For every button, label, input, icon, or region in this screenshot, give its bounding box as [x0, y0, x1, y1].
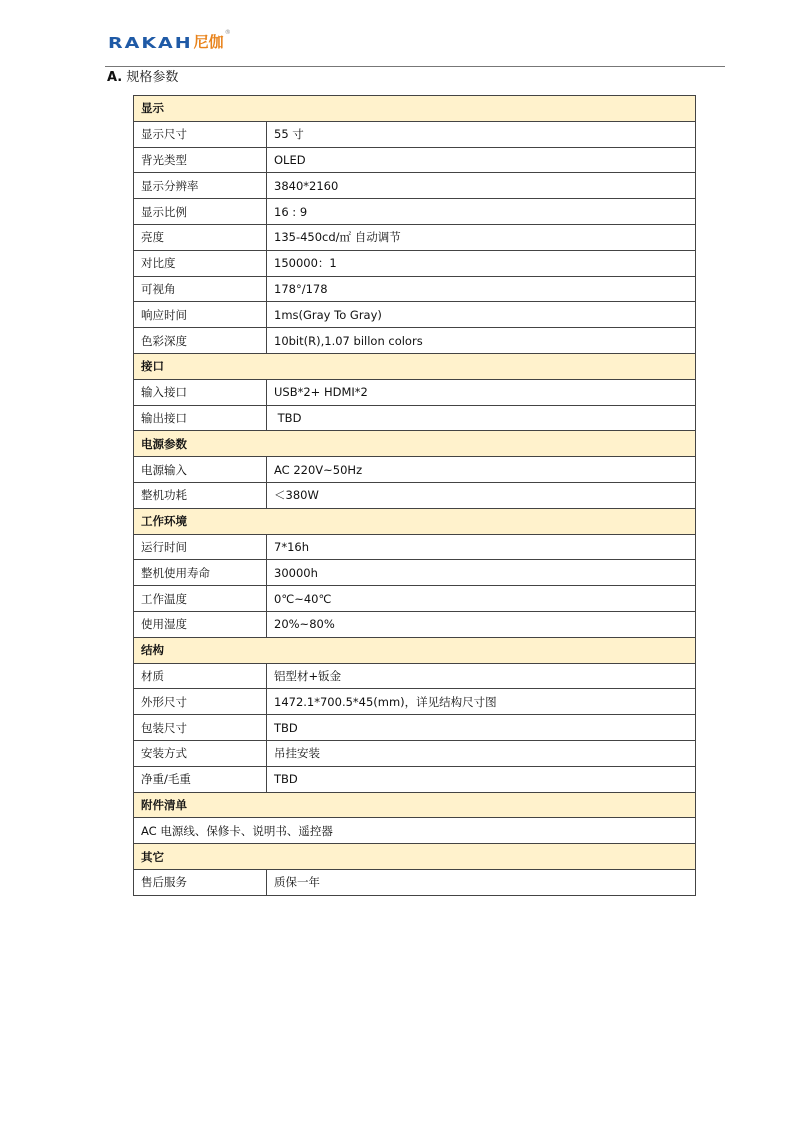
table-row: [134, 689, 696, 715]
row-value: 20%~80%: [267, 611, 696, 637]
row-value: TBD: [267, 715, 696, 741]
row-value: ＜380W: [267, 482, 696, 508]
table-row: [134, 534, 696, 560]
table-row: [134, 611, 696, 637]
row-label: 对比度: [134, 250, 267, 276]
row-label: 安装方式: [134, 740, 267, 766]
row-label: 净重/毛重: [134, 766, 267, 792]
row-value: OLED: [267, 147, 696, 173]
table-row: [134, 250, 696, 276]
table-row: [134, 302, 696, 328]
row-label: 材质: [134, 663, 267, 689]
table-row-accessories: [134, 818, 696, 844]
row-value: 55 寸: [267, 121, 696, 147]
row-label: 售后服务: [134, 869, 267, 895]
group-header-display: 显示: [134, 96, 696, 122]
row-value: AC 220V~50Hz: [267, 457, 696, 483]
table-row: [134, 482, 696, 508]
row-value: 135-450cd/㎡ 自动调节: [267, 224, 696, 250]
row-label: 显示尺寸: [134, 121, 267, 147]
table-row: [134, 457, 696, 483]
group-header-structure: 结构: [134, 637, 696, 663]
table-row: [134, 121, 696, 147]
row-label: 工作温度: [134, 586, 267, 612]
section-title: [107, 69, 178, 87]
row-value: 1ms(Gray To Gray): [267, 302, 696, 328]
accessories-list: AC 电源线、保修卡、说明书、遥控器: [134, 818, 696, 844]
row-value: TBD: [267, 766, 696, 792]
row-label: 输出接口: [134, 405, 267, 431]
table-row: [134, 715, 696, 741]
row-label: 使用湿度: [134, 611, 267, 637]
row-label: 响应时间: [134, 302, 267, 328]
table-row: [134, 224, 696, 250]
row-value: 质保一年: [267, 869, 696, 895]
row-label: 显示分辨率: [134, 173, 267, 199]
logo-latin-text: RAKAH: [108, 34, 193, 52]
row-value: 7*16h: [267, 534, 696, 560]
row-label: 显示比例: [134, 199, 267, 225]
table-row: [134, 869, 696, 895]
table-row: [134, 663, 696, 689]
table-row: [134, 740, 696, 766]
table-row: [134, 586, 696, 612]
row-label: 亮度: [134, 224, 267, 250]
group-header-environment: 工作环境: [134, 508, 696, 534]
row-label: 电源输入: [134, 457, 267, 483]
group-header-accessories: 附件清单: [134, 792, 696, 818]
table-row: [134, 379, 696, 405]
row-label: 包装尺寸: [134, 715, 267, 741]
row-label: 背光类型: [134, 147, 267, 173]
row-value: 铝型材+钣金: [267, 663, 696, 689]
group-header-power: 电源参数: [134, 431, 696, 457]
table-row: [134, 199, 696, 225]
header-divider: [105, 66, 725, 67]
rakah-logo: [108, 29, 231, 51]
table-row: [134, 147, 696, 173]
row-value: USB*2+ HDMI*2: [267, 379, 696, 405]
row-label: 可视角: [134, 276, 267, 302]
table-row: [134, 328, 696, 354]
table-row: [134, 405, 696, 431]
row-label: 色彩深度: [134, 328, 267, 354]
row-label: 输入接口: [134, 379, 267, 405]
table-row: [134, 276, 696, 302]
row-value: 0℃~40℃: [267, 586, 696, 612]
row-label: 整机功耗: [134, 482, 267, 508]
row-value: 吊挂安装: [267, 740, 696, 766]
row-value: 3840*2160: [267, 173, 696, 199]
table-row: [134, 173, 696, 199]
logo-chinese-text: 尼伽: [193, 33, 224, 51]
row-value: 178°/178: [267, 276, 696, 302]
row-value: 30000h: [267, 560, 696, 586]
group-header-interface: 接口: [134, 353, 696, 379]
row-label: 外形尺寸: [134, 689, 267, 715]
section-title-text: 规格参数: [126, 70, 179, 85]
row-label: 整机使用寿命: [134, 560, 267, 586]
row-value: 16 : 9: [267, 199, 696, 225]
section-prefix: A.: [107, 70, 123, 85]
table-row: [134, 560, 696, 586]
row-value: 1472.1*700.5*45(mm)，详见结构尺寸图: [267, 689, 696, 715]
registered-mark-icon: ®: [224, 29, 231, 36]
row-value: 150000：1: [267, 250, 696, 276]
row-value: 10bit(R),1.07 billon colors: [267, 328, 696, 354]
row-value: TBD: [267, 405, 696, 431]
table-row: [134, 766, 696, 792]
spec-table: [133, 95, 696, 896]
row-label: 运行时间: [134, 534, 267, 560]
group-header-other: 其它: [134, 844, 696, 870]
